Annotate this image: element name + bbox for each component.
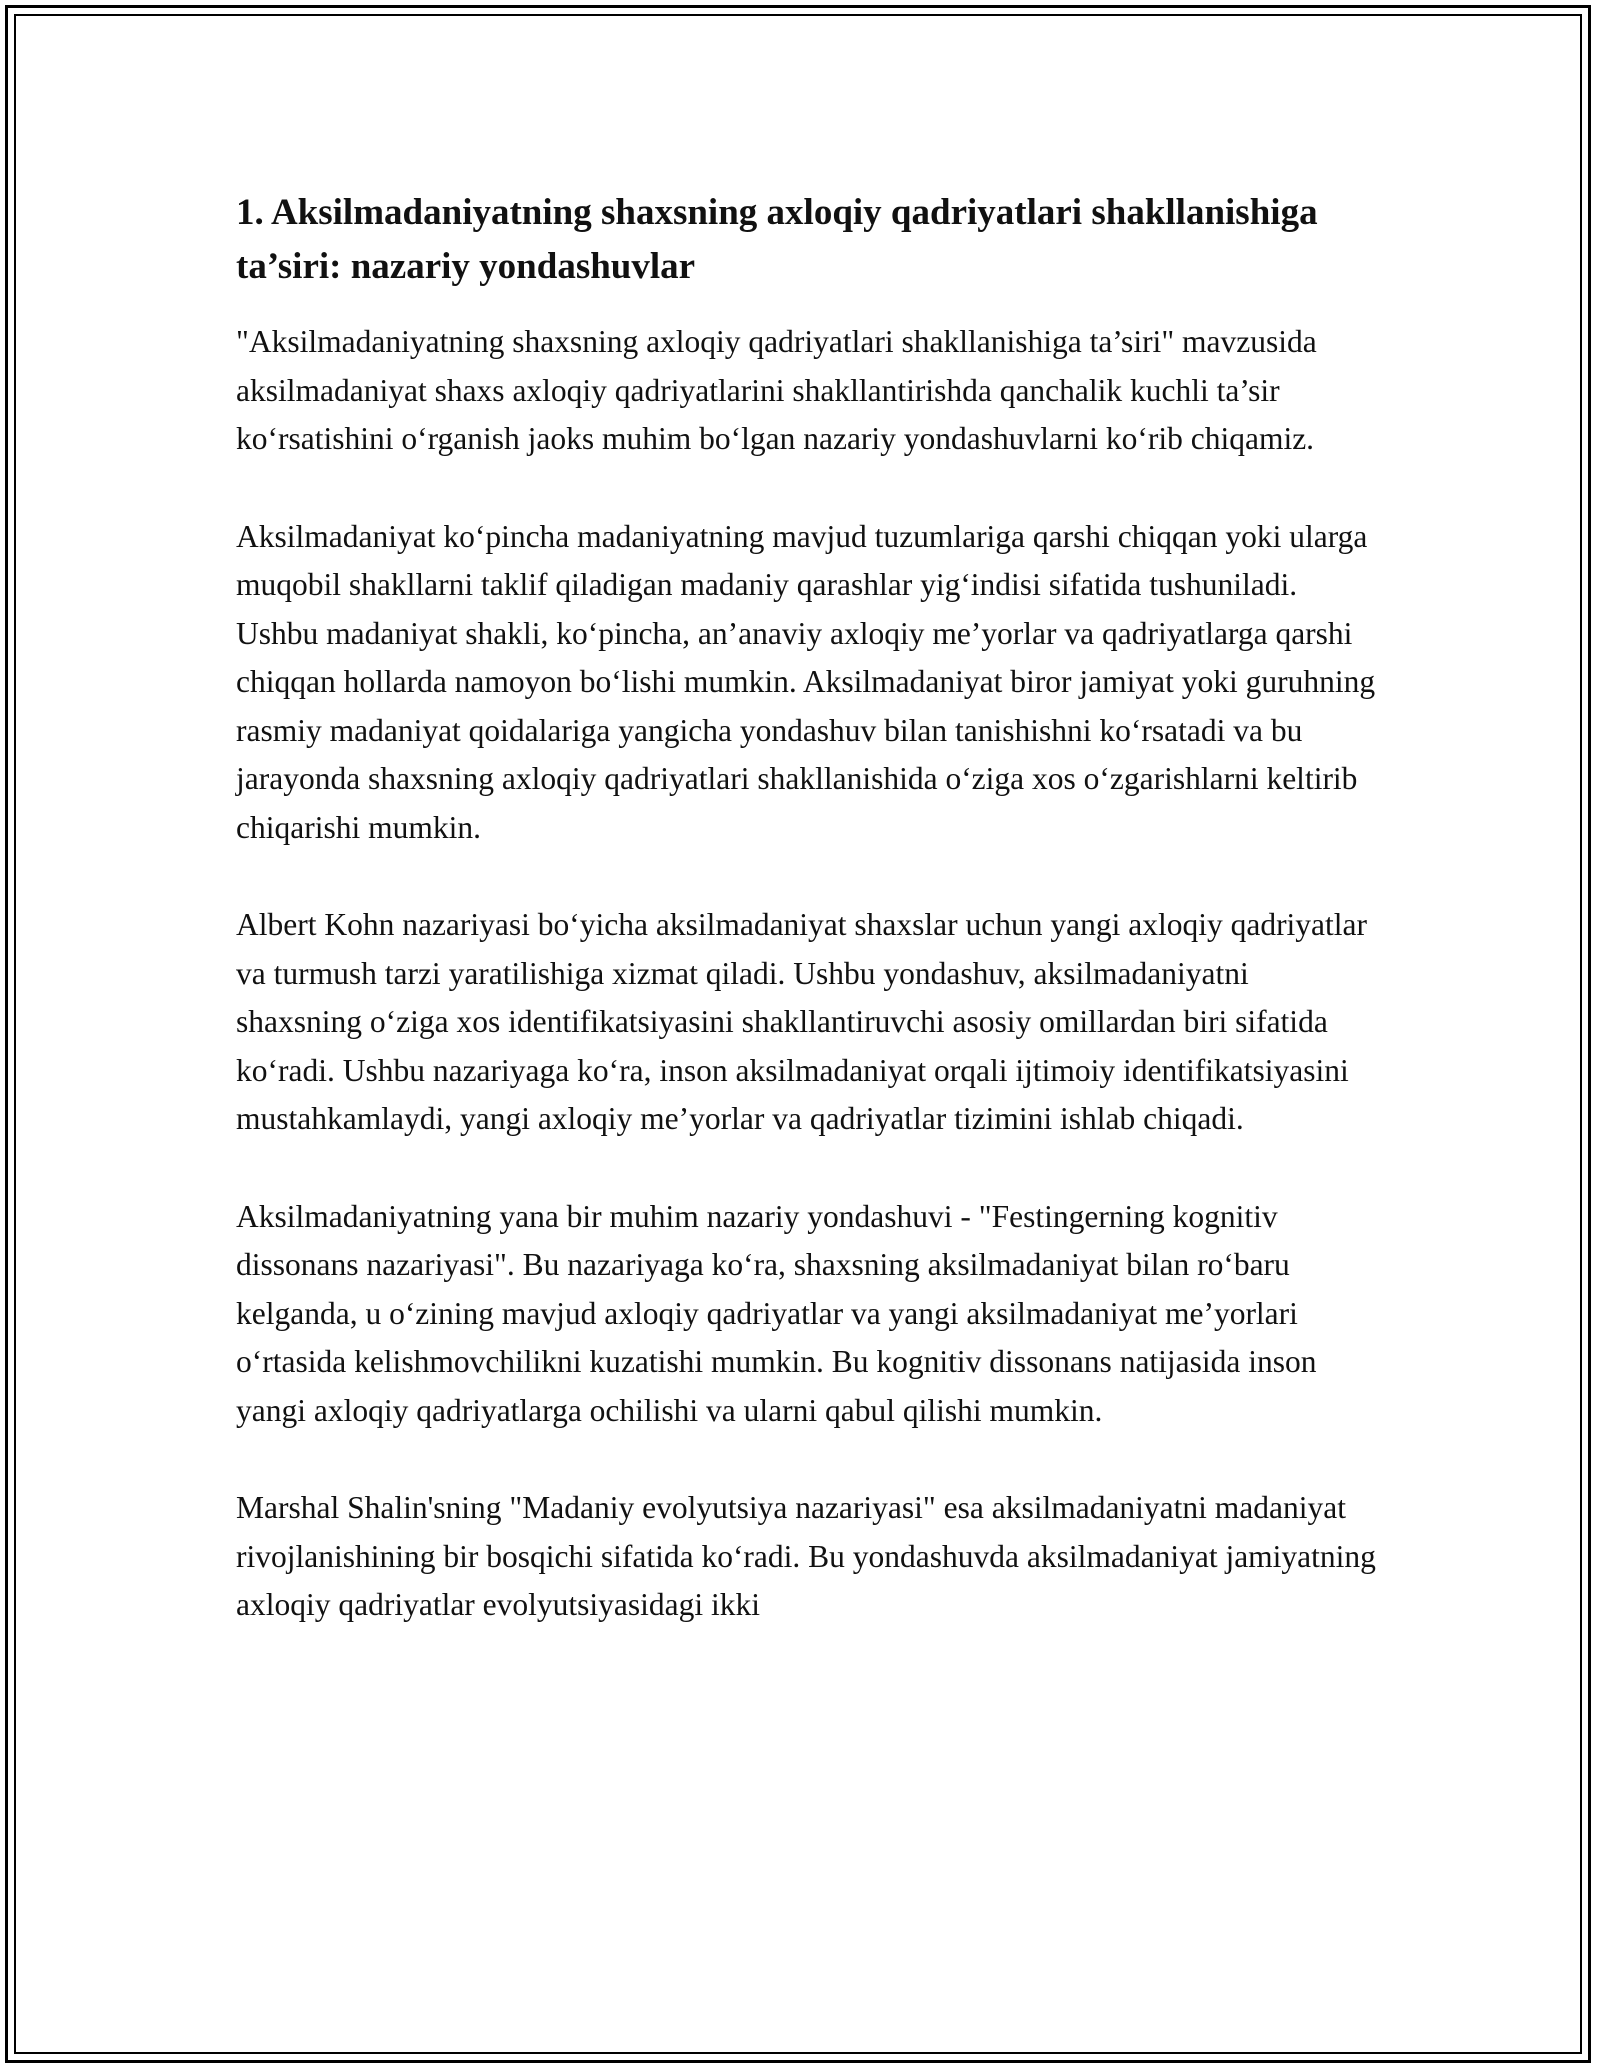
paragraph-kohn-theory: Albert Kohn nazariyasi bo‘yicha aksilmadaniyat shaxslar uchun yangi axloqiy qadriyatlar va turmush tarzi yaratilishiga xizmat qiladi. Ushbu yondashuv, aksilmadaniyatni shaxsning o‘ziga xos identifikatsiyasini shakllantiruvchi asosiy omillardan biri sifatida ko‘radi. Ushbu nazariyaga ko‘ra, inson aksilmadaniyat orqali ijtimoiy identifikatsiyasini mustahkamlaydi, yangi axloqiy me’yorlar va qadriyatlar tizimini ishlab chiqadi. bbox=[236, 907, 1368, 1136]
document-body bbox=[236, 186, 1376, 1679]
paragraph-festinger-theory: Aksilmadaniyatning yana bir muhim nazariy yondashuvi - "Festingerning kognitiv dissonans nazariyasi". Bu nazariyaga ko‘ra, shaxsning aksilmadaniyat bilan ro‘baru kelganda, u o‘zining mavjud axloqiy qadriyatlar va yangi aksilmadaniyat me’yorlari o‘rtasida kelishmovchilikni kuzatishi mumkin. Bu kognitiv dissonans natijasida inson yangi axloqiy qadriyatlarga ochilishi va ularni qabul qilishi mumkin. bbox=[236, 1198, 1317, 1428]
paragraph-definition: Aksilmadaniyat ko‘pincha madaniyatning mavjud tuzumlariga qarshi chiqqan yoki ularga muqobil shakllarni taklif qiladigan madaniy qarashlar yig‘indisi sifatida tushuniladi. Ushbu madaniyat shakli, ko‘pincha, an’anaviy axloqiy me’yorlar va qadriyatlarga qarshi chiqqan hollarda namoyon bo‘lishi mumkin. Aksilmadaniyat biror jamiyat yoki guruhning rasmiy madaniyat qoidalariga yangicha yondashuv bilan tanishishni ko‘rsatadi va bu jarayonda shaxsning axloqiy qadriyatlari shakllanishida o‘ziga xos o‘zgarishlarni keltirib chiqarishi mumkin. bbox=[236, 518, 1376, 845]
section-heading: 1. Aksilmadaniyatning shaxsning axloqiy qadriyatlari shakllanishiga ta’siri: nazariy yondashuvlar bbox=[236, 192, 1318, 287]
paragraph-shalins-theory: Marshal Shalin'sning "Madaniy evolyutsiya nazariyasi" esa aksilmadaniyatni madaniyat rivojlanishining bir bosqichi sifatida ko‘radi. Bu yondashuvda aksilmadaniyat jamiyatning axloqiy qadriyatlar evolyutsiyasidagi ikki bbox=[236, 1490, 1376, 1622]
paragraph-intro: "Aksilmadaniyatning shaxsning axloqiy qadriyatlari shakllanishiga ta’siri" mavzusida aksilmadaniyat shaxs axloqiy qadriyatlarini shakllantirishda qanchalik kuchli ta’sir ko‘rsatishini o‘rganish jaoks muhim bo‘lgan nazariy yondashuvlarni ko‘rib chiqamiz. bbox=[236, 324, 1317, 456]
